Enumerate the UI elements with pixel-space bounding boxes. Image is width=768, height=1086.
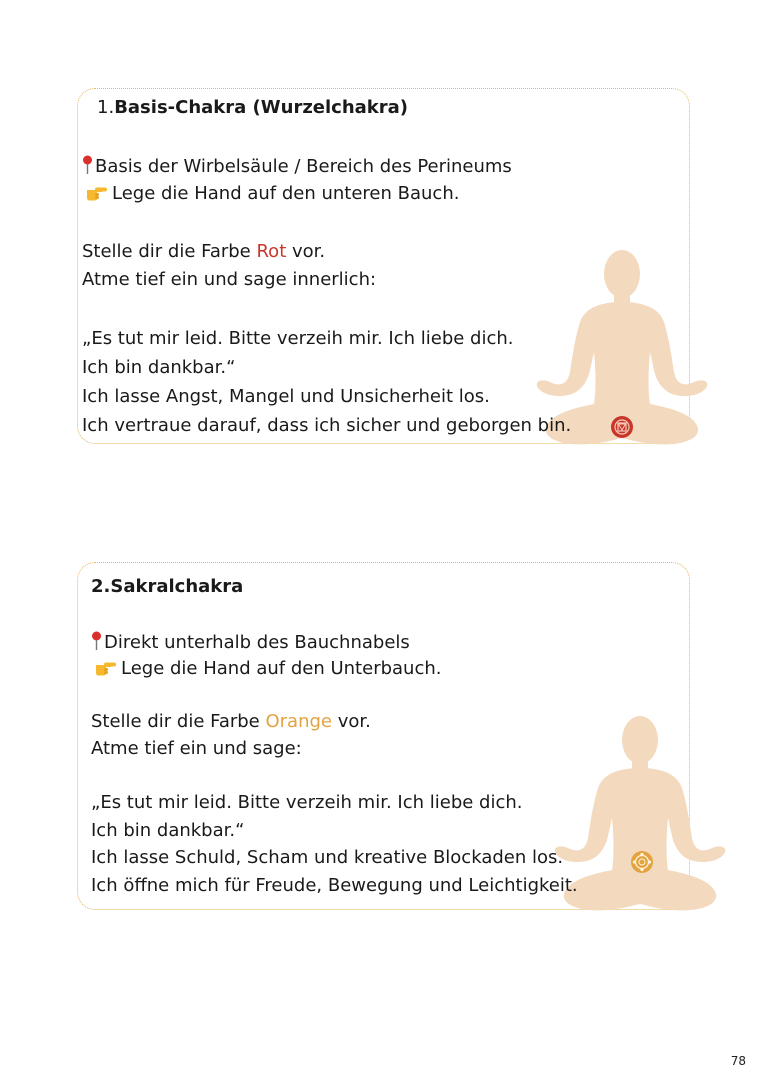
instruction-text: Lege die Hand auf den Unterbauch. xyxy=(121,658,442,679)
affirmation-line-1: „Es tut mir leid. Bitte verzeih mir. Ich liebe dich. xyxy=(82,328,514,349)
affirmation-line-2: Ich bin dankbar.“ xyxy=(91,820,245,841)
instruction-line xyxy=(86,183,459,205)
location-text: Basis der Wirbelsäule / Bereich des Perineums xyxy=(95,156,512,177)
section-title-text: Sakralchakra xyxy=(110,576,244,597)
color-intro: Stelle dir die Farbe xyxy=(91,711,266,732)
trust-line: Ich öffne mich für Freude, Bewegung und Leichtigkeit. xyxy=(91,875,578,896)
release-line: Ich lasse Schuld, Scham und kreative Blockaden los. xyxy=(91,847,564,868)
pointing-hand-icon xyxy=(86,183,108,201)
location-line xyxy=(91,631,410,654)
color-word: Rot xyxy=(256,241,287,262)
section-number: 2. xyxy=(91,576,111,597)
color-outro: vor. xyxy=(286,241,326,262)
color-outro: vor. xyxy=(332,711,371,732)
affirmation-line-2: Ich bin dankbar.“ xyxy=(82,357,236,378)
section-title xyxy=(97,97,408,119)
instruction-line xyxy=(95,658,441,680)
sacral-chakra-icon xyxy=(631,851,653,873)
color-line xyxy=(82,241,325,263)
pin-icon xyxy=(91,631,102,651)
instruction-text: Lege die Hand auf den unteren Bauch. xyxy=(112,183,460,204)
breathe-line: Atme tief ein und sage innerlich: xyxy=(82,269,377,290)
location-text: Direkt unterhalb des Bauchnabels xyxy=(104,632,410,653)
pin-icon xyxy=(82,155,93,175)
breathe-line: Atme tief ein und sage: xyxy=(91,738,302,759)
page-number: 78 xyxy=(730,1054,746,1068)
color-word: Orange xyxy=(265,711,332,732)
trust-line: Ich vertraue darauf, dass ich sicher und geborgen bin. xyxy=(82,415,572,436)
color-line xyxy=(91,711,371,733)
pointing-hand-icon xyxy=(95,658,117,676)
color-intro: Stelle dir die Farbe xyxy=(82,241,257,262)
section-title-text: Basis-Chakra (Wurzelchakra) xyxy=(114,97,409,118)
release-line: Ich lasse Angst, Mangel und Unsicherheit los. xyxy=(82,386,490,407)
affirmation-line-1: „Es tut mir leid. Bitte verzeih mir. Ich liebe dich. xyxy=(91,792,523,813)
root-chakra-icon xyxy=(611,416,633,438)
location-line xyxy=(82,155,512,178)
section-number: 1. xyxy=(97,97,115,118)
section-title xyxy=(91,576,243,598)
